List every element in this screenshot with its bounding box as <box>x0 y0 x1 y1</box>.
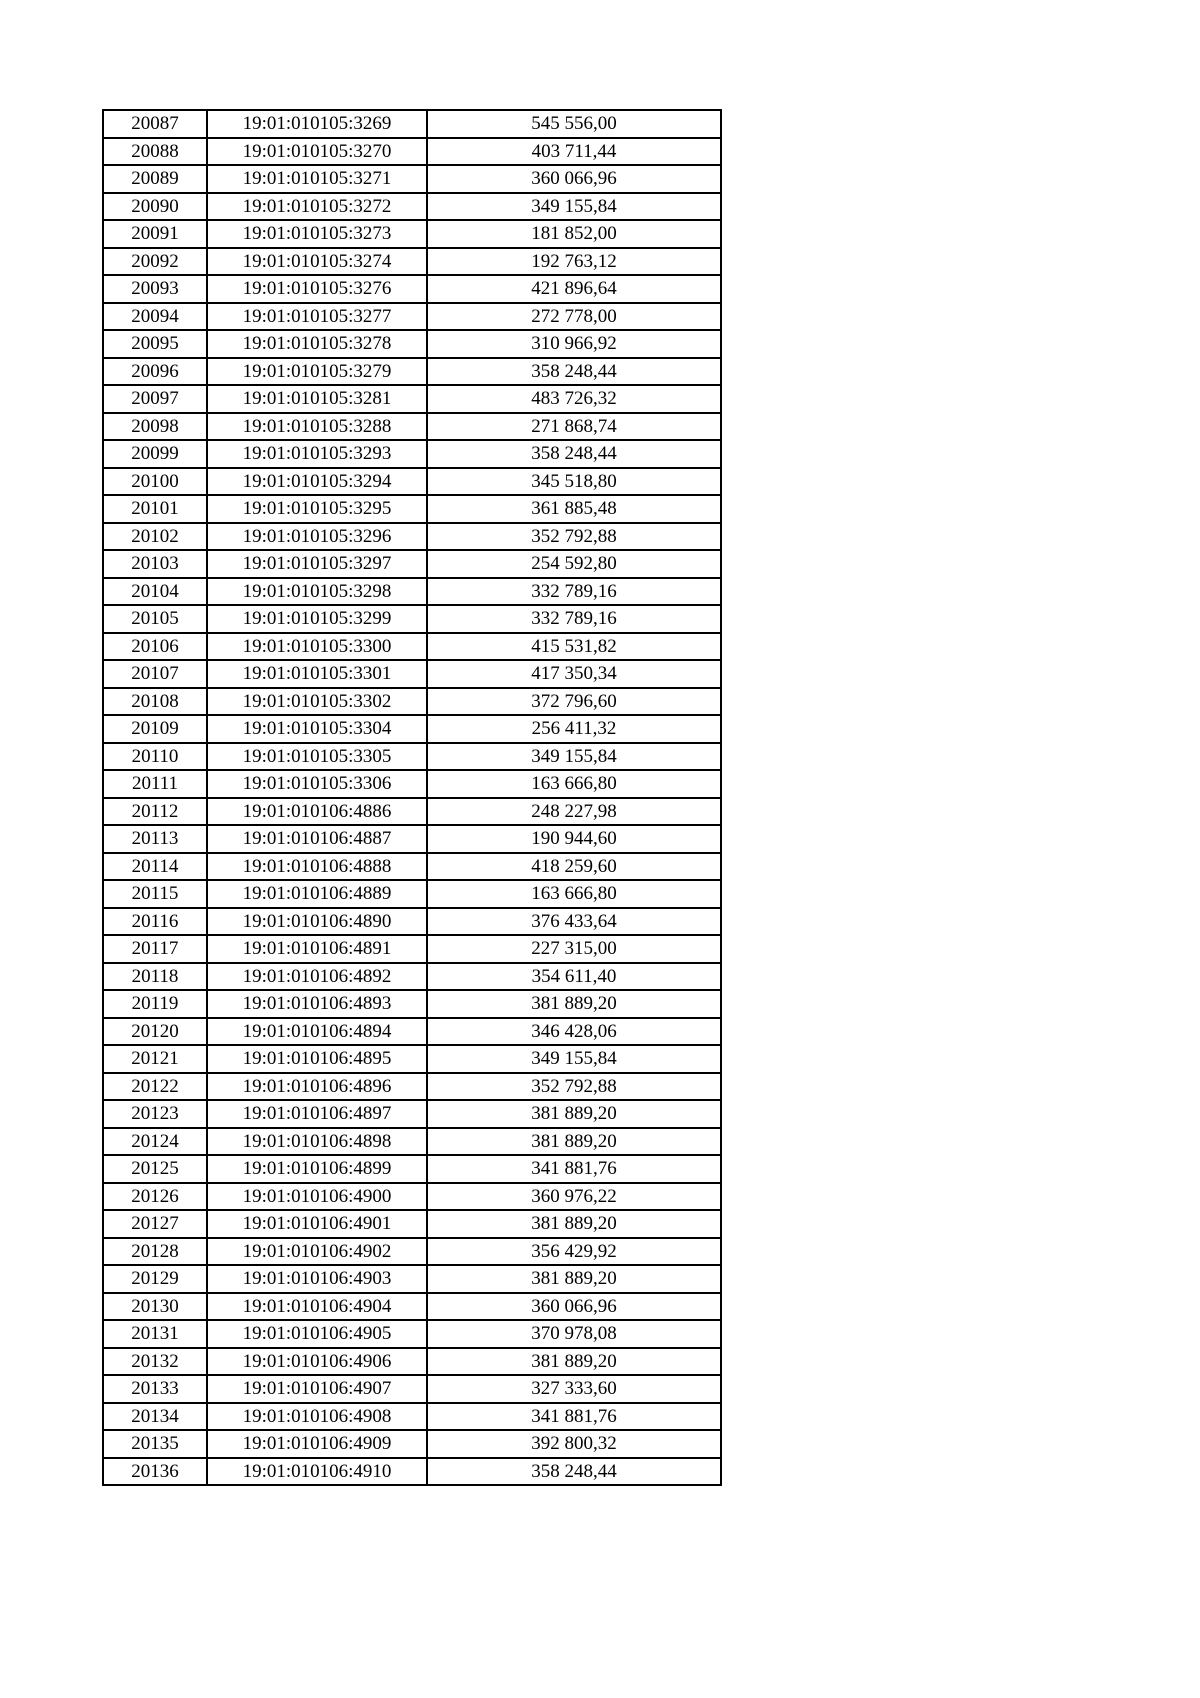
row-number-cell: 20125 <box>103 1155 207 1183</box>
cadastral-number-cell: 19:01:010105:3304 <box>207 715 427 743</box>
table-row <box>103 770 721 798</box>
cadastral-number-cell: 19:01:010105:3301 <box>207 660 427 688</box>
value-cell: 356 429,92 <box>427 1238 721 1266</box>
value-cell: 392 800,32 <box>427 1430 721 1458</box>
row-number-cell: 20134 <box>103 1403 207 1431</box>
table-row <box>103 1403 721 1431</box>
row-number-cell: 20110 <box>103 743 207 771</box>
table-row <box>103 1128 721 1156</box>
value-cell: 248 227,98 <box>427 798 721 826</box>
row-number-cell: 20113 <box>103 825 207 853</box>
table-row <box>103 990 721 1018</box>
row-number-cell: 20129 <box>103 1265 207 1293</box>
value-cell: 358 248,44 <box>427 440 721 468</box>
row-number-cell: 20106 <box>103 633 207 661</box>
table-row <box>103 963 721 991</box>
cadastral-number-cell: 19:01:010105:3288 <box>207 413 427 441</box>
row-number-cell: 20091 <box>103 220 207 248</box>
row-number-cell: 20133 <box>103 1375 207 1403</box>
table-row <box>103 1073 721 1101</box>
row-number-cell: 20115 <box>103 880 207 908</box>
value-cell: 352 792,88 <box>427 1073 721 1101</box>
table-row <box>103 303 721 331</box>
table-row <box>103 193 721 221</box>
cadastral-number-cell: 19:01:010105:3278 <box>207 330 427 358</box>
table-row <box>103 1183 721 1211</box>
value-cell: 418 259,60 <box>427 853 721 881</box>
table-row <box>103 110 721 138</box>
row-number-cell: 20101 <box>103 495 207 523</box>
value-cell: 310 966,92 <box>427 330 721 358</box>
value-cell: 417 350,34 <box>427 660 721 688</box>
value-cell: 415 531,82 <box>427 633 721 661</box>
table-row <box>103 468 721 496</box>
row-number-cell: 20109 <box>103 715 207 743</box>
table-row <box>103 605 721 633</box>
value-cell: 227 315,00 <box>427 935 721 963</box>
row-number-cell: 20120 <box>103 1018 207 1046</box>
cadastral-number-cell: 19:01:010105:3305 <box>207 743 427 771</box>
value-cell: 360 066,96 <box>427 1293 721 1321</box>
value-cell: 190 944,60 <box>427 825 721 853</box>
table-row <box>103 1320 721 1348</box>
table-row <box>103 1293 721 1321</box>
value-cell: 358 248,44 <box>427 358 721 386</box>
table-row <box>103 275 721 303</box>
cadastral-number-cell: 19:01:010105:3299 <box>207 605 427 633</box>
cadastral-number-cell: 19:01:010106:4889 <box>207 880 427 908</box>
table-row <box>103 1155 721 1183</box>
cadastral-number-cell: 19:01:010106:4896 <box>207 1073 427 1101</box>
row-number-cell: 20136 <box>103 1458 207 1486</box>
row-number-cell: 20114 <box>103 853 207 881</box>
value-cell: 381 889,20 <box>427 990 721 1018</box>
row-number-cell: 20116 <box>103 908 207 936</box>
row-number-cell: 20102 <box>103 523 207 551</box>
cadastral-value-table <box>102 109 722 1486</box>
row-number-cell: 20098 <box>103 413 207 441</box>
table-row <box>103 1045 721 1073</box>
row-number-cell: 20121 <box>103 1045 207 1073</box>
row-number-cell: 20130 <box>103 1293 207 1321</box>
table-row <box>103 248 721 276</box>
cadastral-number-cell: 19:01:010105:3276 <box>207 275 427 303</box>
table-row <box>103 413 721 441</box>
value-cell: 181 852,00 <box>427 220 721 248</box>
cadastral-number-cell: 19:01:010105:3302 <box>207 688 427 716</box>
table-row <box>103 330 721 358</box>
cadastral-number-cell: 19:01:010106:4886 <box>207 798 427 826</box>
cadastral-number-cell: 19:01:010106:4900 <box>207 1183 427 1211</box>
row-number-cell: 20094 <box>103 303 207 331</box>
row-number-cell: 20126 <box>103 1183 207 1211</box>
table-row <box>103 358 721 386</box>
table-row <box>103 743 721 771</box>
cadastral-number-cell: 19:01:010106:4910 <box>207 1458 427 1486</box>
value-cell: 545 556,00 <box>427 110 721 138</box>
value-cell: 349 155,84 <box>427 1045 721 1073</box>
row-number-cell: 20096 <box>103 358 207 386</box>
cadastral-number-cell: 19:01:010105:3306 <box>207 770 427 798</box>
row-number-cell: 20131 <box>103 1320 207 1348</box>
table-row <box>103 935 721 963</box>
cadastral-number-cell: 19:01:010106:4898 <box>207 1128 427 1156</box>
table-row <box>103 825 721 853</box>
table-row <box>103 550 721 578</box>
table-row <box>103 1210 721 1238</box>
table-row <box>103 660 721 688</box>
row-number-cell: 20111 <box>103 770 207 798</box>
table-row <box>103 798 721 826</box>
table-row <box>103 385 721 413</box>
table-row <box>103 853 721 881</box>
cadastral-number-cell: 19:01:010105:3298 <box>207 578 427 606</box>
table-row <box>103 1430 721 1458</box>
cadastral-number-cell: 19:01:010106:4907 <box>207 1375 427 1403</box>
cadastral-number-cell: 19:01:010105:3300 <box>207 633 427 661</box>
value-cell: 403 711,44 <box>427 138 721 166</box>
cadastral-number-cell: 19:01:010105:3274 <box>207 248 427 276</box>
row-number-cell: 20099 <box>103 440 207 468</box>
row-number-cell: 20123 <box>103 1100 207 1128</box>
cadastral-number-cell: 19:01:010106:4890 <box>207 908 427 936</box>
value-cell: 381 889,20 <box>427 1210 721 1238</box>
row-number-cell: 20127 <box>103 1210 207 1238</box>
cadastral-number-cell: 19:01:010105:3272 <box>207 193 427 221</box>
table-row <box>103 523 721 551</box>
cadastral-number-cell: 19:01:010106:4904 <box>207 1293 427 1321</box>
table-row <box>103 1100 721 1128</box>
value-cell: 421 896,64 <box>427 275 721 303</box>
row-number-cell: 20088 <box>103 138 207 166</box>
cadastral-number-cell: 19:01:010106:4895 <box>207 1045 427 1073</box>
value-cell: 372 796,60 <box>427 688 721 716</box>
row-number-cell: 20092 <box>103 248 207 276</box>
value-cell: 381 889,20 <box>427 1100 721 1128</box>
table-row <box>103 1348 721 1376</box>
row-number-cell: 20128 <box>103 1238 207 1266</box>
value-cell: 271 868,74 <box>427 413 721 441</box>
value-cell: 332 789,16 <box>427 578 721 606</box>
row-number-cell: 20097 <box>103 385 207 413</box>
value-cell: 352 792,88 <box>427 523 721 551</box>
cadastral-number-cell: 19:01:010105:3297 <box>207 550 427 578</box>
value-cell: 376 433,64 <box>427 908 721 936</box>
table-row <box>103 1238 721 1266</box>
row-number-cell: 20107 <box>103 660 207 688</box>
table-row <box>103 165 721 193</box>
table-row <box>103 908 721 936</box>
cadastral-number-cell: 19:01:010105:3279 <box>207 358 427 386</box>
row-number-cell: 20100 <box>103 468 207 496</box>
row-number-cell: 20132 <box>103 1348 207 1376</box>
cadastral-number-cell: 19:01:010106:4891 <box>207 935 427 963</box>
row-number-cell: 20104 <box>103 578 207 606</box>
cadastral-number-cell: 19:01:010105:3294 <box>207 468 427 496</box>
table-row <box>103 495 721 523</box>
value-cell: 349 155,84 <box>427 743 721 771</box>
table-row <box>103 1265 721 1293</box>
cadastral-number-cell: 19:01:010106:4892 <box>207 963 427 991</box>
table-body <box>103 110 721 1485</box>
row-number-cell: 20095 <box>103 330 207 358</box>
table-row <box>103 880 721 908</box>
value-cell: 361 885,48 <box>427 495 721 523</box>
row-number-cell: 20124 <box>103 1128 207 1156</box>
cadastral-number-cell: 19:01:010105:3281 <box>207 385 427 413</box>
table-row <box>103 138 721 166</box>
row-number-cell: 20089 <box>103 165 207 193</box>
value-cell: 483 726,32 <box>427 385 721 413</box>
value-cell: 381 889,20 <box>427 1348 721 1376</box>
cadastral-number-cell: 19:01:010106:4893 <box>207 990 427 1018</box>
value-cell: 346 428,06 <box>427 1018 721 1046</box>
table-row <box>103 1458 721 1486</box>
cadastral-number-cell: 19:01:010106:4899 <box>207 1155 427 1183</box>
value-cell: 349 155,84 <box>427 193 721 221</box>
cadastral-number-cell: 19:01:010105:3269 <box>207 110 427 138</box>
value-cell: 272 778,00 <box>427 303 721 331</box>
cadastral-number-cell: 19:01:010106:4908 <box>207 1403 427 1431</box>
table-row <box>103 440 721 468</box>
table-row <box>103 578 721 606</box>
table-row <box>103 715 721 743</box>
row-number-cell: 20122 <box>103 1073 207 1101</box>
table-row <box>103 1018 721 1046</box>
value-cell: 381 889,20 <box>427 1265 721 1293</box>
value-cell: 192 763,12 <box>427 248 721 276</box>
value-cell: 332 789,16 <box>427 605 721 633</box>
value-cell: 163 666,80 <box>427 770 721 798</box>
value-cell: 360 066,96 <box>427 165 721 193</box>
cadastral-number-cell: 19:01:010105:3295 <box>207 495 427 523</box>
cadastral-number-cell: 19:01:010105:3293 <box>207 440 427 468</box>
cadastral-number-cell: 19:01:010106:4906 <box>207 1348 427 1376</box>
cadastral-number-cell: 19:01:010105:3270 <box>207 138 427 166</box>
value-cell: 254 592,80 <box>427 550 721 578</box>
cadastral-number-cell: 19:01:010105:3296 <box>207 523 427 551</box>
row-number-cell: 20103 <box>103 550 207 578</box>
row-number-cell: 20135 <box>103 1430 207 1458</box>
value-cell: 163 666,80 <box>427 880 721 908</box>
value-cell: 354 611,40 <box>427 963 721 991</box>
row-number-cell: 20093 <box>103 275 207 303</box>
row-number-cell: 20119 <box>103 990 207 1018</box>
value-cell: 256 411,32 <box>427 715 721 743</box>
table-row <box>103 633 721 661</box>
cadastral-number-cell: 19:01:010105:3273 <box>207 220 427 248</box>
row-number-cell: 20108 <box>103 688 207 716</box>
value-cell: 360 976,22 <box>427 1183 721 1211</box>
cadastral-number-cell: 19:01:010106:4901 <box>207 1210 427 1238</box>
value-cell: 358 248,44 <box>427 1458 721 1486</box>
cadastral-number-cell: 19:01:010106:4894 <box>207 1018 427 1046</box>
table-row <box>103 220 721 248</box>
cadastral-number-cell: 19:01:010106:4888 <box>207 853 427 881</box>
row-number-cell: 20117 <box>103 935 207 963</box>
cadastral-number-cell: 19:01:010106:4887 <box>207 825 427 853</box>
cadastral-number-cell: 19:01:010106:4905 <box>207 1320 427 1348</box>
table-row <box>103 688 721 716</box>
cadastral-number-cell: 19:01:010106:4897 <box>207 1100 427 1128</box>
value-cell: 341 881,76 <box>427 1403 721 1431</box>
value-cell: 345 518,80 <box>427 468 721 496</box>
row-number-cell: 20112 <box>103 798 207 826</box>
row-number-cell: 20118 <box>103 963 207 991</box>
cadastral-number-cell: 19:01:010105:3271 <box>207 165 427 193</box>
row-number-cell: 20090 <box>103 193 207 221</box>
cadastral-number-cell: 19:01:010106:4902 <box>207 1238 427 1266</box>
table-row <box>103 1375 721 1403</box>
value-cell: 381 889,20 <box>427 1128 721 1156</box>
cadastral-number-cell: 19:01:010106:4903 <box>207 1265 427 1293</box>
cadastral-number-cell: 19:01:010105:3277 <box>207 303 427 331</box>
cadastral-number-cell: 19:01:010106:4909 <box>207 1430 427 1458</box>
row-number-cell: 20087 <box>103 110 207 138</box>
row-number-cell: 20105 <box>103 605 207 633</box>
value-cell: 370 978,08 <box>427 1320 721 1348</box>
value-cell: 341 881,76 <box>427 1155 721 1183</box>
value-cell: 327 333,60 <box>427 1375 721 1403</box>
